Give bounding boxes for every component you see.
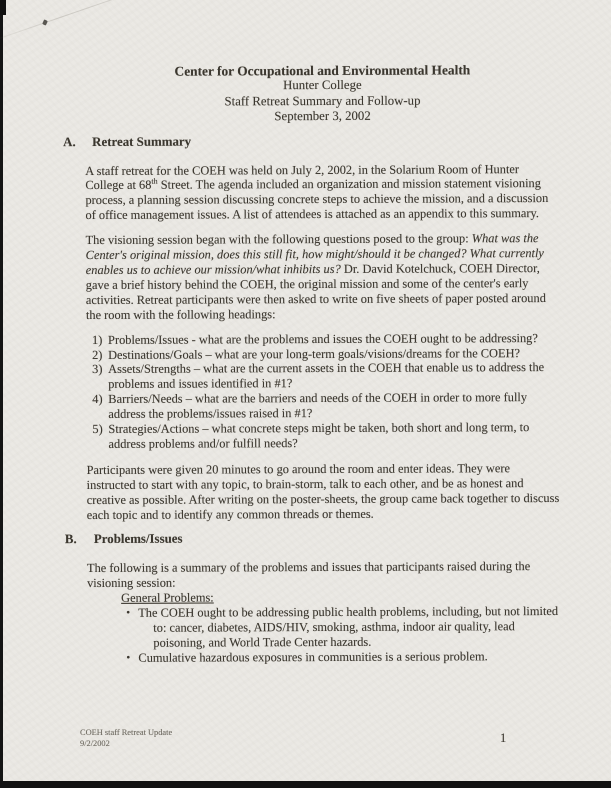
bullet-text: The COEH ought to be addressing public health problems, including, but not limited to: cancer, diabetes, AIDS/HIV, smoking, asthma, indoor air quality, lead poisoning, and World Trade Center hazards.: [138, 604, 559, 650]
document-organization: Hunter College: [283, 78, 362, 93]
section-b-heading: [65, 530, 562, 547]
para2-rest-text: Dr. David Kotelchuck, COEH Director, gave a brief history behind the COEH, the original mission and some of the center's early activities. Retreat participants were then asked to write on five sheets of paper posted around the room with the following headings:: [85, 261, 546, 322]
para2-lead-text: The visioning session began with the following questions posed to the group:: [85, 231, 472, 248]
list-number: 1): [91, 332, 103, 347]
page-number: 1: [500, 731, 507, 745]
document-date: September 3, 2002: [274, 109, 371, 124]
list-item-text: Destinations/Goals – what are your long-term goals/visions/dreams for the COEH?: [108, 345, 521, 362]
list-item-text: Assets/Strengths – what are the current assets in the COEH that enable us to address the problems and issues identified in #1?: [108, 360, 545, 392]
list-number: 2): [92, 347, 103, 362]
paragraph-problems-intro: The following is a summary of the problems and issues that participants raised during the visioning session:: [86, 559, 531, 591]
section-b-title: Problems/Issues: [93, 532, 183, 547]
footer-doc-date: 9/2/2002: [80, 738, 110, 748]
general-problems-subheading: General Problems:: [121, 590, 214, 606]
bullet-item-cumulative-exposures: [87, 649, 562, 666]
section-a-label: A.: [63, 134, 76, 149]
list-number: 4): [92, 392, 103, 407]
footer-doc-name: COEH staff Retreat Update: [80, 728, 173, 737]
list-number: 5): [92, 421, 103, 437]
list-item-assets-strengths: [86, 360, 561, 392]
scanner-edge-bottom-artifact: [0, 781, 611, 788]
bullet-text: Cumulative hazardous exposures in communities is a serious problem.: [138, 649, 488, 665]
bullet-icon: •: [126, 651, 131, 664]
document-subtitle: Staff Retreat Summary and Follow-up: [224, 93, 421, 109]
paragraph-participants-instructions: Participants were given 20 minutes to go around the room and enter ideas. They were instructed to start with any topic, to brain-storm, talk to each other, and be as honest and creative as possible. After writing on the poster-sheets, the group came back together to discuss each topic and to identify any common threads or themes.: [86, 461, 560, 522]
posted-headings-list: [86, 331, 562, 452]
section-a-heading: [63, 133, 560, 150]
superscript-th: th: [151, 177, 158, 187]
scanner-edge-left-artifact: [0, 0, 3, 788]
para1-text-start: A staff retreat for the COEH was held on July 2, 2002, in the Solarium Room of Hunter College at 68: [85, 161, 520, 193]
list-item-text: Problems/Issues - what are the problems and issues the COEH ought to be addressing?: [107, 330, 538, 347]
list-item-barriers-needs: [86, 390, 561, 422]
list-item-text: Strategies/Actions – what concrete steps might be taken, both short and long term, to address problems and/or fulfill needs?: [108, 420, 530, 451]
section-a-title: Retreat Summary: [92, 134, 192, 149]
document-content: [63, 0, 563, 666]
paragraph-retreat-overview: [85, 161, 560, 223]
list-item-text: Barriers/Needs – what are the barriers and needs of the COEH in order to more fully address the problems/issues raised in #1?: [108, 390, 528, 422]
document-footer: [80, 728, 560, 749]
para1-text-end: Street. The agenda included an organization and mission statement visioning process, a planning session discussing concrete steps to achieve the mission, and a discussion of office management issues. A list of attendees is attached as an appendix to this summary.: [85, 176, 549, 223]
document-header: [85, 62, 560, 126]
bullet-icon: •: [126, 606, 131, 619]
list-number: 3): [92, 362, 103, 377]
general-problems-list: [87, 604, 562, 666]
document-title: Center for Occupational and Environmental Health: [174, 62, 471, 79]
paragraph-visioning-session: [86, 231, 561, 323]
scanner-corner-artifact: [0, 0, 6, 15]
list-item-strategies-actions: [86, 420, 561, 452]
section-b-label: B.: [64, 532, 77, 547]
bullet-item-public-health: [87, 604, 562, 651]
para2-italic-questions: What was the Center's original mission, does this still fit, how might/should it be changed? What currently enables us to achieve our mission/what inhibits us?: [85, 231, 544, 278]
